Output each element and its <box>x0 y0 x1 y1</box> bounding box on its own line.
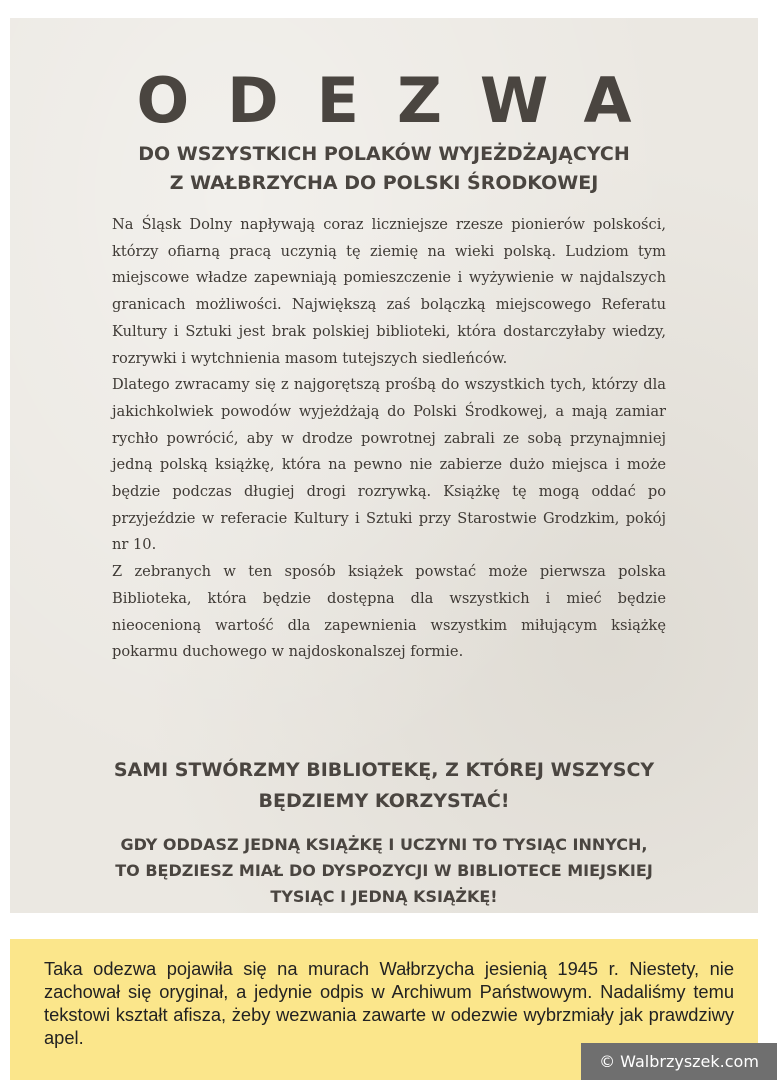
subtitle-line-1: DO WSZYSTKICH POLAKÓW WYJEŻDŻAJĄCYCH <box>138 143 630 165</box>
body-paragraph-1: Na Śląsk Dolny napływają coraz liczniejsze rzesze pionierów polskości, którzy ofiarną pracą uczynią tę ziemię na wieki polską. Ludziom tym miejscowe władze zapewniają pomieszczenie i wyżywienie w najdalszych granicach możliwości. Największą zaś bolączką miejscowego Referatu Kultury i Sztuki jest brak polskiej biblioteki, która dostarczyłaby wiedzy, rozrywki i wytchnienia masom tutejszych siedleńców. <box>112 216 666 367</box>
slogan-primary-line-1: SAMI STWÓRZMY BIBLIOTEKĘ, Z KTÓREJ WSZYSCY <box>113 759 655 781</box>
body-paragraph-2: Dlatego zwracamy się z najgorętszą prośbą do wszystkich tych, którzy dla jakichkolwiek powodów wyjeżdżają do Polski Środkowej, a mają zamiar rychło powrócić, aby w drodze powrotnej zabrali ze sobą przynajmniej jedną polską książkę, która na pewno nie zabierze dużo miejsca i może będzie podczas długiej drogi rozrywką. Książkę tę mogą oddać po przyjeździe w referacie Kultury i Sztuki przy Starostwie Grodzkim, pokój nr 10. <box>112 376 666 554</box>
poster-subtitle <box>10 140 758 198</box>
slogan-primary-line-2: BĘDZIEMY KORZYSTAĆ! <box>258 790 510 812</box>
poster <box>10 18 758 913</box>
slogan-secondary-line-2: TO BĘDZIESZ MIAŁ DO DYSPOZYCJI W BIBLIOTECE MIEJSKIEJ <box>115 861 653 880</box>
watermark: © Walbrzyszek.com <box>581 1043 777 1080</box>
poster-body <box>112 212 666 666</box>
slogan-primary <box>10 755 758 817</box>
subtitle-line-2: Z WAŁBRZYCHA DO POLSKI ŚRODKOWEJ <box>169 172 599 194</box>
poster-title: ODEZWA <box>136 64 670 137</box>
body-paragraph-3: Z zebranych w ten sposób książek powstać może pierwsza polska Biblioteka, która będzie dostępna dla wszystkich i mieć będzie nieocenioną wartość dla zapewnienia wszystkim miłującym książkę pokarmu duchowego w najdoskonalszej formie. <box>112 563 666 661</box>
caption-text: Taka odezwa pojawiła się na murach Wałbrzycha jesienią 1945 r. Niestety, nie zachował się oryginał, a jedynie odpis w Archiwum Państwowym. Nadaliśmy temu tekstowi kształt afisza, żeby wezwania zawarte w odezwie wybrzmiały jak prawdziwy apel. <box>44 958 734 1048</box>
slogan-secondary-line-1: GDY ODDASZ JEDNĄ KSIĄŻKĘ I UCZYNI TO TYSIĄC INNYCH, <box>120 835 648 854</box>
slogan-secondary <box>10 832 758 910</box>
slogan-secondary-line-3: TYSIĄC I JEDNĄ KSIĄŻKĘ! <box>270 887 498 906</box>
